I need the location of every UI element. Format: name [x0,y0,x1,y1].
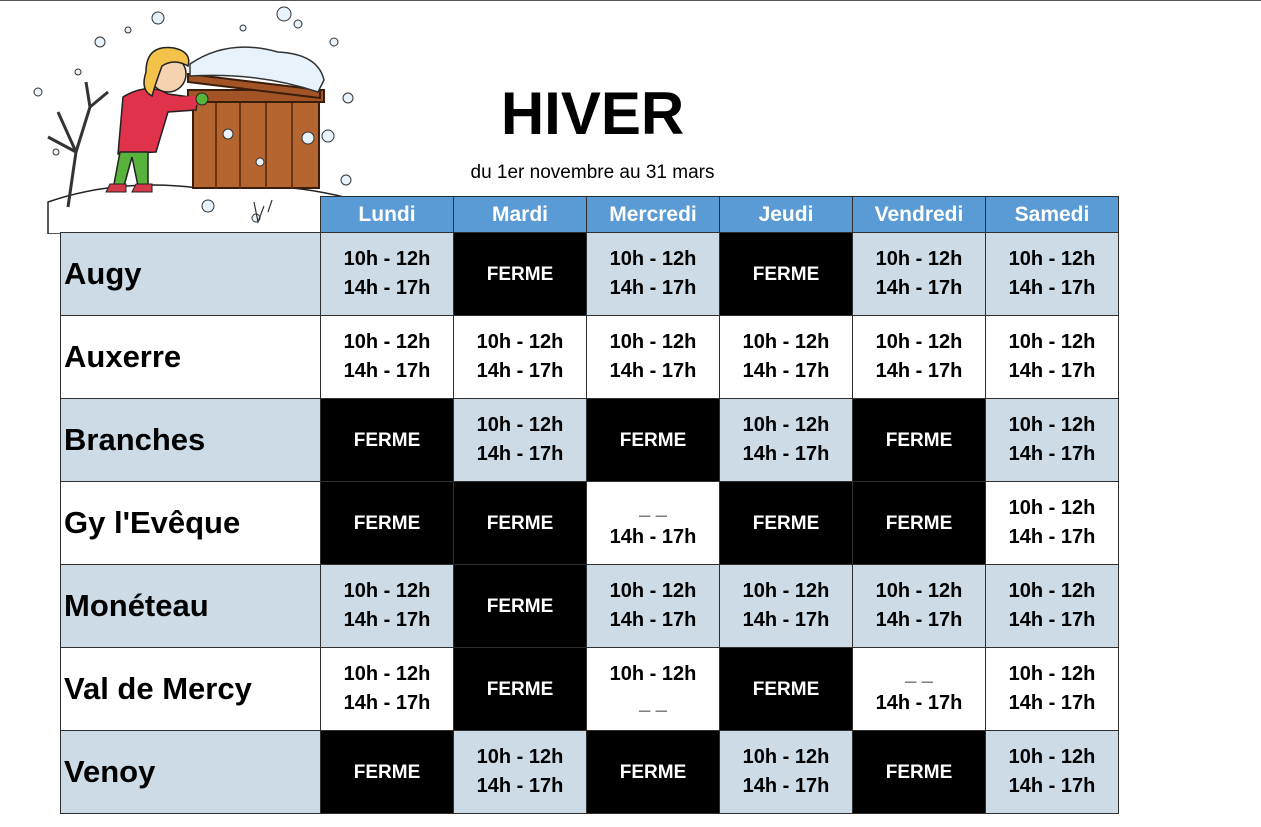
top-rule [0,0,1261,1]
header-corner [61,197,321,233]
page-subtitle: du 1er novembre au 31 mars [470,162,715,183]
hours-line: 14h - 17h [476,775,564,797]
hours-line: 10h - 12h [343,331,431,353]
hours-line: 10h - 12h [1008,580,1096,602]
hours-line: 10h - 12h [875,248,963,270]
closed-cell [321,399,454,482]
hours-cell [853,233,986,316]
town-name: Venoy [61,731,321,814]
hours-line: 14h - 17h [1008,609,1096,631]
hours-cell [321,316,454,399]
closed-label: FERME [885,512,953,534]
day-header-mercredi: Mercredi [587,197,720,233]
hours-line: 10h - 12h [742,414,830,436]
hours-line: 10h - 12h [609,248,697,270]
town-name: Branches [61,399,321,482]
hours-line: 10h - 12h [875,331,963,353]
header-row [61,197,1119,233]
closed-cell [454,565,587,648]
hours-line: 14h - 17h [875,692,963,714]
hours-cell [720,316,853,399]
hours-cell [321,233,454,316]
hours-cell [720,399,853,482]
hours-cell [454,731,587,814]
hours-line: 10h - 12h [742,746,830,768]
table-row-val-de-mercy [61,648,1119,731]
hours-cell [986,233,1119,316]
closed-cell [454,482,587,565]
hours-line: 10h - 12h [1008,414,1096,436]
hours-line: _ _ [639,692,667,714]
hours-cell [720,731,853,814]
hours-cell [454,316,587,399]
closed-label: FERME [752,263,820,285]
page-title: HIVER [500,80,685,147]
town-name: Monéteau [61,565,321,648]
hours-cell [454,399,587,482]
hours-line: 10h - 12h [1008,331,1096,353]
hours-line: 14h - 17h [609,277,697,299]
hours-line: 14h - 17h [875,360,963,382]
hours-line: 10h - 12h [742,580,830,602]
closed-cell [454,648,587,731]
hours-cell [986,399,1119,482]
hours-line: 14h - 17h [1008,443,1096,465]
hours-line: 14h - 17h [609,360,697,382]
hours-line: 10h - 12h [742,331,830,353]
hours-cell [720,565,853,648]
day-header-samedi: Samedi [986,197,1119,233]
closed-label: FERME [486,512,554,534]
hours-line: 10h - 12h [343,580,431,602]
hours-line: _ _ [639,497,667,519]
hours-cell [986,482,1119,565]
closed-label: FERME [752,512,820,534]
day-header-vendredi: Vendredi [853,197,986,233]
table-row-branches [61,399,1119,482]
hours-line: 14h - 17h [343,360,431,382]
hours-line: 14h - 17h [875,609,963,631]
hours-cell [853,565,986,648]
hours-cell [587,482,720,565]
hours-line: 10h - 12h [1008,746,1096,768]
closed-cell [853,731,986,814]
town-name: Gy l'Evêque [61,482,321,565]
hours-cell [321,565,454,648]
closed-cell [321,482,454,565]
hours-line: 14h - 17h [343,609,431,631]
table-row-augy [61,233,1119,316]
hours-line: 10h - 12h [1008,497,1096,519]
hours-line: 10h - 12h [609,331,697,353]
closed-label: FERME [353,429,421,451]
hours-cell [587,233,720,316]
hours-cell [587,648,720,731]
hours-line: 14h - 17h [1008,692,1096,714]
closed-label: FERME [353,512,421,534]
hours-line: 10h - 12h [609,580,697,602]
hours-line: 14h - 17h [742,443,830,465]
closed-label: FERME [885,761,953,783]
hours-line: 10h - 12h [343,663,431,685]
closed-label: FERME [486,263,554,285]
hours-line: 14h - 17h [875,277,963,299]
closed-label: FERME [486,678,554,700]
closed-label: FERME [353,761,421,783]
hours-line: 14h - 17h [343,277,431,299]
hours-line: 10h - 12h [875,580,963,602]
closed-cell [321,731,454,814]
hours-line: 14h - 17h [1008,360,1096,382]
closed-label: FERME [486,595,554,617]
hours-cell [587,316,720,399]
hours-line: 14h - 17h [476,443,564,465]
closed-cell [853,399,986,482]
hours-cell [986,648,1119,731]
hours-line: 14h - 17h [742,360,830,382]
hours-cell [853,316,986,399]
closed-cell [720,233,853,316]
opening-hours-table [60,196,1119,814]
closed-label: FERME [619,429,687,451]
town-name: Val de Mercy [61,648,321,731]
closed-cell [587,731,720,814]
closed-label: FERME [619,761,687,783]
hours-cell [321,648,454,731]
hours-line: _ _ [905,663,933,685]
closed-cell [454,233,587,316]
hours-cell [986,731,1119,814]
closed-label: FERME [752,678,820,700]
day-header-mardi: Mardi [454,197,587,233]
hours-line: 14h - 17h [742,609,830,631]
closed-cell [720,648,853,731]
table-row-moneteau [61,565,1119,648]
closed-cell [587,399,720,482]
table-row-auxerre [61,316,1119,399]
hours-line: 14h - 17h [609,526,697,548]
hours-line: 14h - 17h [1008,277,1096,299]
table-row-gy-l-eveque [61,482,1119,565]
hours-cell [587,565,720,648]
hours-cell [853,648,986,731]
hours-line: 14h - 17h [476,360,564,382]
hours-line: 10h - 12h [476,331,564,353]
day-header-jeudi: Jeudi [720,197,853,233]
closed-cell [853,482,986,565]
hours-line: 14h - 17h [343,692,431,714]
closed-label: FERME [885,429,953,451]
day-header-lundi: Lundi [321,197,454,233]
town-name: Augy [61,233,321,316]
hours-line: 10h - 12h [476,746,564,768]
hours-line: 10h - 12h [1008,663,1096,685]
hours-line: 10h - 12h [476,414,564,436]
hours-line: 14h - 17h [742,775,830,797]
town-name: Auxerre [61,316,321,399]
hours-cell [986,316,1119,399]
hours-line: 14h - 17h [1008,526,1096,548]
table-row-venoy [61,731,1119,814]
hours-line: 10h - 12h [343,248,431,270]
hours-line: 10h - 12h [1008,248,1096,270]
closed-cell [720,482,853,565]
hours-line: 14h - 17h [1008,775,1096,797]
hours-cell [986,565,1119,648]
hours-line: 14h - 17h [609,609,697,631]
hours-line: 10h - 12h [609,663,697,685]
